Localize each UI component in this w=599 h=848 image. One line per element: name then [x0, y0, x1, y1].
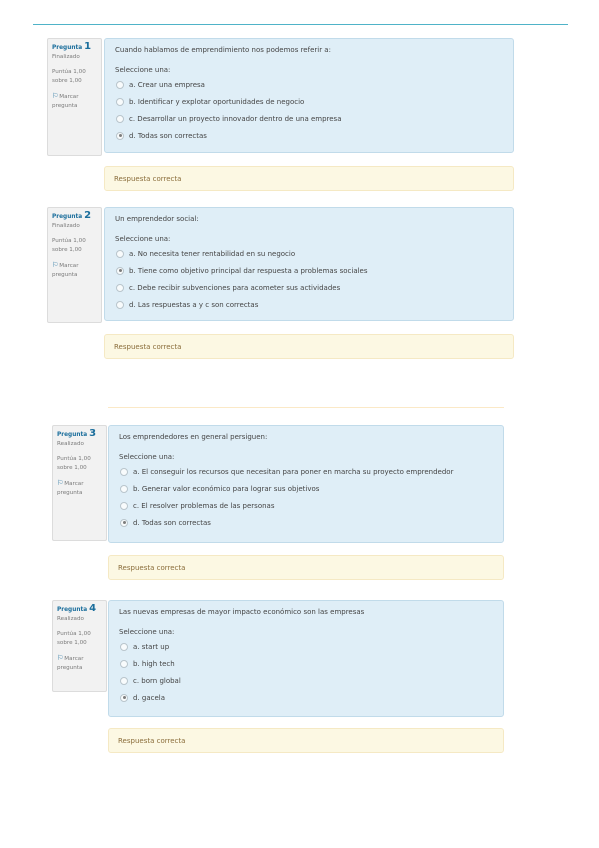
- question-info: [52, 600, 107, 692]
- feedback-box: Respuesta correcta: [104, 334, 514, 359]
- answer-option-c[interactable]: c. Debe recibir subvenciones para acometer sus actividades: [115, 279, 505, 296]
- flag-question-link[interactable]: ⚐Marcar pregunta: [52, 92, 79, 109]
- answer-option-b[interactable]: b. Identificar y explotar oportunidades de negocio: [115, 93, 505, 110]
- question-number: Pregunta 3: [57, 428, 97, 439]
- question-number: Pregunta 1: [52, 41, 92, 52]
- flag-question-link[interactable]: ⚐Marcar pregunta: [57, 479, 84, 496]
- radio-button[interactable]: [116, 98, 124, 106]
- answer-option-a[interactable]: a. El conseguir los recursos que necesitan para poner en marcha su proyecto emprendedor: [119, 463, 495, 480]
- question-number: Pregunta 4: [57, 603, 97, 614]
- answer-option-b[interactable]: b. high tech: [119, 655, 495, 672]
- answer-option-c[interactable]: c. born global: [119, 672, 495, 689]
- answer-option-d[interactable]: d. Todas son correctas: [115, 127, 505, 144]
- answer-option-d[interactable]: d. gacela: [119, 689, 495, 706]
- answer-option-b[interactable]: b. Tiene como objetivo principal dar respuesta a problemas sociales: [115, 262, 505, 279]
- question-grade: Puntúa 1,00 sobre 1,00: [57, 631, 91, 646]
- answer-option-a[interactable]: a. No necesita tener rentabilidad en su negocio: [115, 245, 505, 262]
- question-text: Las nuevas empresas de mayor impacto económico son las empresas: [119, 608, 365, 616]
- top-divider: [33, 24, 568, 25]
- flag-icon: ⚐: [52, 261, 59, 269]
- radio-button[interactable]: [120, 643, 128, 651]
- radio-button[interactable]: [120, 677, 128, 685]
- radio-button[interactable]: [120, 468, 128, 476]
- radio-button-checked[interactable]: [120, 694, 128, 702]
- flag-icon: ⚐: [52, 92, 59, 100]
- answer-option-d[interactable]: d. Todas son correctas: [119, 514, 495, 531]
- question-number: Pregunta 2: [52, 210, 92, 221]
- answer-prompt: Seleccione una:: [115, 66, 171, 74]
- flag-icon: ⚐: [57, 479, 64, 487]
- answer-option-c[interactable]: c. El resolver problemas de las personas: [119, 497, 495, 514]
- question-text: Un emprendedor social:: [115, 215, 199, 223]
- radio-button[interactable]: [116, 301, 124, 309]
- question-info: [52, 425, 107, 541]
- question-state: Realizado: [57, 441, 84, 447]
- answer-option-d[interactable]: d. Las respuestas a y c son correctas: [115, 296, 505, 313]
- radio-button[interactable]: [120, 485, 128, 493]
- radio-button-checked[interactable]: [116, 132, 124, 140]
- feedback-box: Respuesta correcta: [108, 555, 504, 580]
- question-info: [47, 38, 102, 156]
- answer-option-c[interactable]: c. Desarrollar un proyecto innovador dentro de una empresa: [115, 110, 505, 127]
- question-info: [47, 207, 102, 323]
- question-grade: Puntúa 1,00 sobre 1,00: [52, 238, 86, 253]
- radio-button[interactable]: [116, 115, 124, 123]
- question-formulation: [108, 600, 504, 717]
- radio-button-checked[interactable]: [116, 267, 124, 275]
- question-formulation: [108, 425, 504, 543]
- radio-button[interactable]: [116, 284, 124, 292]
- flag-icon: ⚐: [57, 654, 64, 662]
- question-state: Finalizado: [52, 54, 80, 60]
- question-state: Realizado: [57, 616, 84, 622]
- question-text: Cuando hablamos de emprendimiento nos podemos referir a:: [115, 46, 331, 54]
- radio-button[interactable]: [116, 81, 124, 89]
- answer-prompt: Seleccione una:: [119, 628, 175, 636]
- question-formulation: [104, 38, 514, 153]
- question-formulation: [104, 207, 514, 321]
- answer-option-b[interactable]: b. Generar valor económico para lograr sus objetivos: [119, 480, 495, 497]
- answer-option-a[interactable]: a. Crear una empresa: [115, 76, 505, 93]
- page-divider: [108, 407, 504, 408]
- radio-button[interactable]: [116, 250, 124, 258]
- answer-option-a[interactable]: a. start up: [119, 638, 495, 655]
- feedback-box: Respuesta correcta: [104, 166, 514, 191]
- answer-prompt: Seleccione una:: [115, 235, 171, 243]
- question-grade: Puntúa 1,00 sobre 1,00: [57, 456, 91, 471]
- feedback-box: Respuesta correcta: [108, 728, 504, 753]
- radio-button[interactable]: [120, 660, 128, 668]
- radio-button[interactable]: [120, 502, 128, 510]
- flag-question-link[interactable]: ⚐Marcar pregunta: [52, 261, 79, 278]
- question-grade: Puntúa 1,00 sobre 1,00: [52, 69, 86, 84]
- question-text: Los emprendedores en general persiguen:: [119, 433, 268, 441]
- question-state: Finalizado: [52, 223, 80, 229]
- flag-question-link[interactable]: ⚐Marcar pregunta: [57, 654, 84, 671]
- radio-button-checked[interactable]: [120, 519, 128, 527]
- answer-prompt: Seleccione una:: [119, 453, 175, 461]
